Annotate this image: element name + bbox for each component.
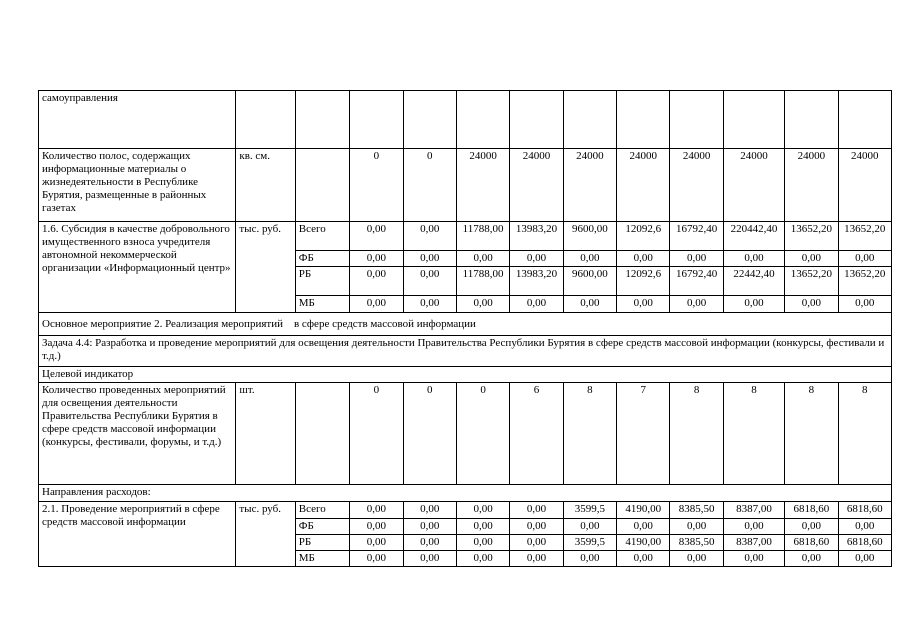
- value-cell: 0,00: [510, 251, 563, 267]
- value-cell: 0,00: [723, 519, 784, 535]
- source-label: МБ: [295, 551, 349, 567]
- value-cell: 8385,50: [670, 535, 723, 551]
- event-name: 2.1. Проведение мероприятий в сфере средств массовой информации: [39, 502, 236, 567]
- value-cell: 13652,20: [838, 222, 891, 251]
- value-cell: 0,00: [617, 519, 670, 535]
- value-cell: 8: [785, 383, 838, 485]
- value-cell: 0,00: [723, 251, 784, 267]
- value-cell: 0,00: [617, 251, 670, 267]
- value-cell: 0,00: [510, 296, 563, 313]
- value-cell: 0,00: [456, 296, 509, 313]
- value-cell: 6: [510, 383, 563, 485]
- value-cell: 0,00: [785, 519, 838, 535]
- value-cell: 6818,60: [785, 535, 838, 551]
- value-cell: 16792,40: [670, 267, 723, 296]
- value-cell: 0: [350, 383, 403, 485]
- value-cell: 0,00: [670, 296, 723, 313]
- value-cell: 11788,00: [456, 267, 509, 296]
- expense-directions-heading: Направления расходов:: [39, 485, 892, 502]
- value-cell: 0,00: [563, 519, 616, 535]
- value-cell: 0,00: [403, 519, 456, 535]
- value-cell: 24000: [510, 149, 563, 222]
- target-indicator-row: [39, 367, 892, 383]
- value-cell: 0,00: [785, 551, 838, 567]
- main-event-heading: Основное мероприятие 2. Реализация мероприятий в сфере средств массовой информации: [39, 313, 892, 336]
- value-cell: 0,00: [563, 296, 616, 313]
- subsidy-unit: тыс. руб.: [236, 222, 295, 313]
- value-cell: 0,00: [456, 502, 509, 519]
- value-cell: 0,00: [350, 251, 403, 267]
- value-cell: 12092,6: [617, 267, 670, 296]
- value-cell: 8: [563, 383, 616, 485]
- value-cell: 6818,60: [838, 535, 891, 551]
- value-cell: 24000: [617, 149, 670, 222]
- value-cell: 0,00: [456, 551, 509, 567]
- value-cell: 24000: [563, 149, 616, 222]
- event-total-row: [39, 502, 892, 519]
- value-cell: 22442,40: [723, 267, 784, 296]
- value-cell: 0,00: [456, 519, 509, 535]
- source-label: Всего: [295, 502, 349, 519]
- value-cell: 0,00: [838, 251, 891, 267]
- subsidy-total-row: [39, 222, 892, 251]
- value-cell: 3599,5: [563, 535, 616, 551]
- task-heading: Задача 4.4: Разработка и проведение мероприятий для освещения деятельности Правительства Республики Бурятия в сфере средств массовой информации (конкурсы, фестивали и т.д.): [39, 336, 892, 367]
- value-cell: 0,00: [510, 551, 563, 567]
- indicator-unit: кв. см.: [236, 149, 295, 222]
- value-cell: 8: [838, 383, 891, 485]
- source-label: РБ: [295, 535, 349, 551]
- value-cell: 0: [403, 149, 456, 222]
- value-cell: 24000: [838, 149, 891, 222]
- value-cell: 9600,00: [563, 267, 616, 296]
- value-cell: 0,00: [563, 551, 616, 567]
- value-cell: 24000: [785, 149, 838, 222]
- indicator-unit: шт.: [236, 383, 295, 485]
- indicator-name: Количество проведенных мероприятий для освещения деятельности Правительства Республики Бурятия в сфере средств массовой информации (конкурсы, фестивали, форумы, и т.д.): [39, 383, 236, 485]
- source-label: МБ: [295, 296, 349, 313]
- value-cell: 13983,20: [510, 267, 563, 296]
- value-cell: 0,00: [403, 535, 456, 551]
- source-label: РБ: [295, 267, 349, 296]
- value-cell: 13652,20: [785, 222, 838, 251]
- value-cell: 0,00: [456, 535, 509, 551]
- value-cell: 0: [350, 149, 403, 222]
- value-cell: 24000: [670, 149, 723, 222]
- value-cell: 0,00: [838, 551, 891, 567]
- value-cell: 16792,40: [670, 222, 723, 251]
- value-cell: 0,00: [403, 502, 456, 519]
- value-cell: 0,00: [617, 551, 670, 567]
- value-cell: 0,00: [670, 551, 723, 567]
- value-cell: 13652,20: [785, 267, 838, 296]
- value-cell: 0: [403, 383, 456, 485]
- value-cell: 0,00: [723, 551, 784, 567]
- value-cell: 6818,60: [785, 502, 838, 519]
- value-cell: 0,00: [617, 296, 670, 313]
- task-row: [39, 336, 892, 367]
- subsidy-name: 1.6. Субсидия в качестве добровольного имущественного взноса учредителя автономной некоммерческой организации «Информационный центр»: [39, 222, 236, 313]
- value-cell: 0,00: [403, 551, 456, 567]
- value-cell: 6818,60: [838, 502, 891, 519]
- value-cell: 0,00: [456, 251, 509, 267]
- value-cell: 13652,20: [838, 267, 891, 296]
- continuation-row: [39, 91, 892, 149]
- value-cell: 220442,40: [723, 222, 784, 251]
- source-label: Всего: [295, 222, 349, 251]
- value-cell: 24000: [723, 149, 784, 222]
- value-cell: 0,00: [350, 502, 403, 519]
- indicator-events-row: [39, 383, 892, 485]
- value-cell: 0,00: [838, 296, 891, 313]
- main-event-row: [39, 313, 892, 336]
- value-cell: 0,00: [403, 267, 456, 296]
- value-cell: 0,00: [350, 519, 403, 535]
- value-cell: 0,00: [350, 551, 403, 567]
- value-cell: 3599,5: [563, 502, 616, 519]
- value-cell: 0,00: [785, 296, 838, 313]
- value-cell: 8385,50: [670, 502, 723, 519]
- indicator-name: Количество полос, содержащих информационные материалы о жизнедеятельности в Республике Бурятия, размещенные в районных газетах: [39, 149, 236, 222]
- value-cell: 0,00: [510, 519, 563, 535]
- event-unit: тыс. руб.: [236, 502, 295, 567]
- program-table: [38, 90, 892, 567]
- source-label: ФБ: [295, 251, 349, 267]
- value-cell: 0,00: [670, 519, 723, 535]
- value-cell: 0,00: [350, 267, 403, 296]
- expense-directions-row: [39, 485, 892, 502]
- value-cell: 12092,6: [617, 222, 670, 251]
- value-cell: 0,00: [350, 296, 403, 313]
- indicator-lanes-row: [39, 149, 892, 222]
- value-cell: 0,00: [838, 519, 891, 535]
- value-cell: 0,00: [350, 535, 403, 551]
- value-cell: 0,00: [403, 296, 456, 313]
- value-cell: 4190,00: [617, 535, 670, 551]
- value-cell: 7: [617, 383, 670, 485]
- value-cell: 9600,00: [563, 222, 616, 251]
- value-cell: 11788,00: [456, 222, 509, 251]
- value-cell: 0,00: [563, 251, 616, 267]
- value-cell: 8387,00: [723, 535, 784, 551]
- value-cell: 0,00: [785, 251, 838, 267]
- target-indicator-heading: Целевой индикатор: [39, 367, 892, 383]
- value-cell: 0,00: [510, 535, 563, 551]
- value-cell: 4190,00: [617, 502, 670, 519]
- value-cell: 24000: [456, 149, 509, 222]
- value-cell: 13983,20: [510, 222, 563, 251]
- value-cell: 0,00: [723, 296, 784, 313]
- value-cell: 0,00: [670, 251, 723, 267]
- value-cell: 0: [456, 383, 509, 485]
- continuation-text: самоуправления: [39, 91, 236, 149]
- value-cell: 8387,00: [723, 502, 784, 519]
- value-cell: 0,00: [403, 222, 456, 251]
- value-cell: 0,00: [510, 502, 563, 519]
- source-label: ФБ: [295, 519, 349, 535]
- value-cell: 8: [723, 383, 784, 485]
- value-cell: 0,00: [403, 251, 456, 267]
- value-cell: 0,00: [350, 222, 403, 251]
- value-cell: 8: [670, 383, 723, 485]
